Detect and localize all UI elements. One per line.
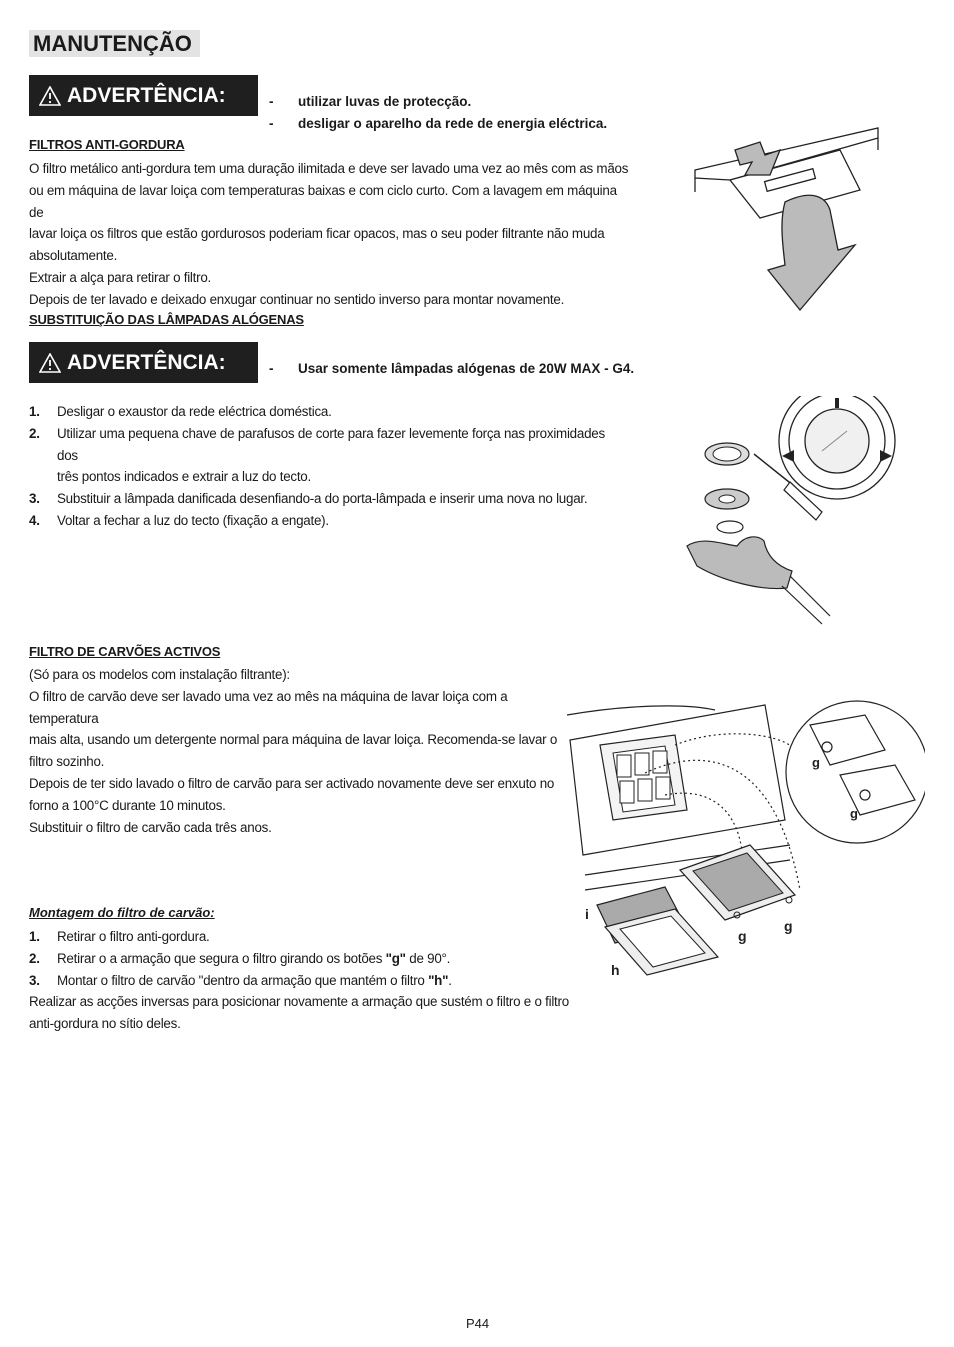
- section-heading-grease-filters: FILTROS ANTI-GORDURA: [29, 137, 185, 152]
- carbon-filter-illustration: [565, 695, 925, 985]
- list-item: 1. Desligar o exaustor da rede eléctrica doméstica.: [29, 404, 332, 419]
- label-g: g: [812, 755, 820, 770]
- page-title: MANUTENÇÃO: [29, 30, 200, 57]
- list-item: 3. Montar o filtro de carvão "dentro da armação que mantém o filtro "h".: [29, 972, 452, 988]
- warning-banner: [29, 342, 258, 383]
- lamp-replacement-illustration: [682, 396, 902, 626]
- warning-item: - desligar o aparelho da rede de energia eléctrica.: [269, 116, 608, 131]
- label-g: g: [850, 806, 858, 821]
- list-item: 3. Substituir a lâmpada danificada desenfiando-a do porta-lâmpada e inserir uma nova no lugar.: [29, 491, 588, 507]
- section-heading-carbon-filter: FILTRO DE CARVÕES ACTIVOS: [29, 644, 221, 659]
- list-item: 1. Retirar o filtro anti-gordura.: [29, 929, 210, 944]
- warning-label: ADVERTÊNCIA:: [67, 84, 226, 107]
- section-heading-lamps: SUBSTITUIÇÃO DAS LÂMPADAS ALÓGENAS: [29, 312, 304, 327]
- list-item-continuation: três pontos indicados e extrair a luz do tecto.: [57, 469, 311, 485]
- closing-text: anti-gordura no sítio deles.: [29, 1016, 181, 1032]
- warning-label: ADVERTÊNCIA:: [67, 351, 226, 374]
- label-h: h: [611, 962, 620, 978]
- page-number: P44: [466, 1316, 490, 1331]
- warning-list: [269, 91, 607, 135]
- list-item: 4. Voltar a fechar a luz do tecto (fixação a engate).: [29, 512, 329, 528]
- warning-icon: [39, 353, 61, 373]
- lamp-steps-list: [29, 401, 629, 532]
- warning-item: - utilizar luvas de protecção.: [269, 94, 472, 109]
- warning-item: - Usar somente lâmpadas alógenas de 20W MAX - G4.: [269, 361, 635, 376]
- closing-text: Realizar as acções inversas para posicionar novamente a armação que sustém o filtro e o filtro: [29, 994, 569, 1010]
- list-item: 2. Retirar o a armação que segura o filtro girando os botões "g" de 90°.: [29, 950, 451, 966]
- warning-icon: [39, 86, 61, 106]
- label-g: g: [784, 918, 793, 934]
- filter-removal-illustration: [690, 120, 885, 320]
- carbon-filter-text: (Só para os modelos com instalação filtrante): O filtro de carvão deve ser lavado uma vez ao mês na máquina de lavar loiça com a temperatura mais alta, usando um detergente normal para máquina de lavar loiça. Recomenda-se lavar o filtro sozinho. Depois de ter sido lavado o filtro de carvão para ser activado novamente deve ser enxuto no forno a 100°C durante 10 minutos. Substituir o filtro de carvão cada três anos.: [29, 667, 558, 835]
- grease-filters-text: O filtro metálico anti-gordura tem uma duração ilimitada e deve ser lavado uma vez ao mês com as mãos ou em máquina de lavar loiça com temperaturas baixas e com ciclo curto. Com a lavagem em máquina de lavar loiça os filtros que estão gordurosos poderiam ficar opacos, mas o seu poder filtrante não muda absolutamente. Extrair a alça para retirar o filtro. Depois de ter lavado e deixado enxugar continuar no sentido inverso para montar novamente.: [29, 161, 629, 307]
- mounting-steps: [29, 926, 569, 1035]
- mounting-heading: Montagem do filtro de carvão:: [29, 905, 215, 920]
- label-i: i: [585, 906, 589, 922]
- label-g: g: [738, 928, 747, 944]
- warning-banner: [29, 75, 258, 116]
- list-item: 2. Utilizar uma pequena chave de parafusos de corte para fazer levemente força nas proximidades dos: [29, 425, 605, 463]
